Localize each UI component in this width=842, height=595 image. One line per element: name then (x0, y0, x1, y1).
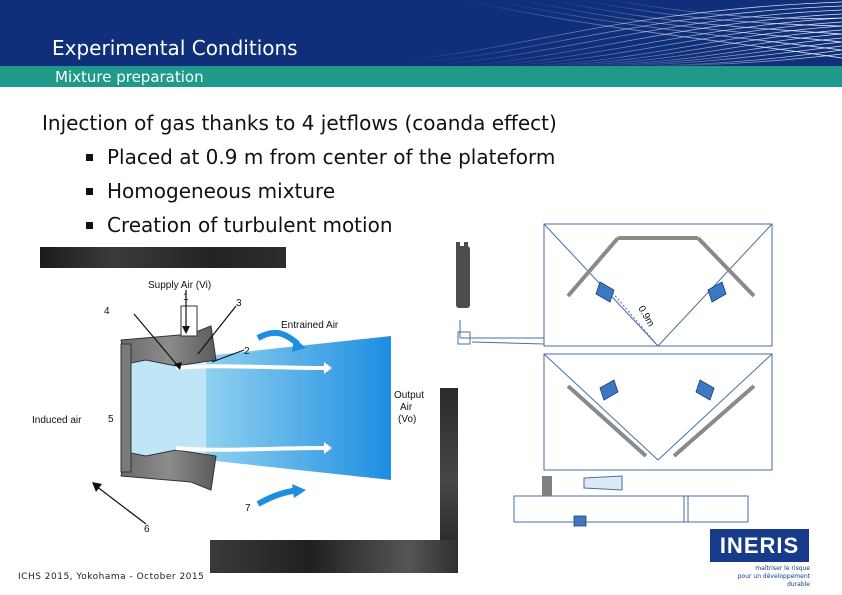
square-bullet-icon (86, 154, 93, 161)
slide-header (0, 0, 842, 66)
plan-bottom-room (544, 354, 772, 470)
nozzle-inlet-rim (121, 344, 131, 472)
callout-number: 5 (108, 414, 114, 425)
output-jet-plume (206, 336, 391, 480)
pipe-bench (514, 496, 748, 522)
coanda-nozzle-diagram (26, 268, 440, 540)
callout-number: 3 (236, 298, 242, 309)
logo-tagline (718, 565, 810, 589)
square-bullet-icon (86, 222, 93, 229)
gas-source-marker (574, 516, 586, 526)
induced-air-arrow-bottom (258, 490, 298, 504)
coanda-jet-bottom (176, 448, 324, 450)
callout-number: 1 (183, 292, 189, 303)
callout-number: 6 (144, 524, 150, 535)
supply-air-label: Supply Air (Vi) (148, 280, 212, 291)
slide-title: Experimental Conditions (52, 36, 298, 60)
logo-text: INERIS (719, 533, 800, 558)
photo-background-top (40, 247, 286, 269)
bullet-text: Creation of turbulent motion (107, 213, 393, 237)
callout-number: 4 (104, 306, 110, 317)
slide-subtitle: Mixture preparation (55, 68, 204, 86)
experimental-layout-plan (438, 220, 778, 530)
coanda-nozzle-marker (696, 380, 714, 400)
main-point: Injection of gas thanks to 4 jetflows (coanda effect) (42, 111, 557, 135)
nozzle-body-top (121, 326, 216, 366)
supply-port (181, 306, 197, 336)
output-air-label-2: Air (400, 402, 413, 413)
square-bullet-icon (86, 188, 93, 195)
output-air-label-3: (Vo) (398, 414, 417, 425)
photo-background-bottom (210, 540, 458, 573)
bullet-text: Homogeneous mixture (107, 179, 336, 203)
callout-number: 2 (244, 346, 250, 357)
coanda-nozzle-marker (596, 282, 614, 302)
gas-cylinder (456, 246, 470, 308)
tagline-line-2: pour un développement durable (737, 573, 810, 588)
ineris-logo (710, 529, 809, 562)
bullet-item (86, 140, 557, 174)
nozzle-body-bottom (121, 450, 216, 490)
jet-cone (584, 476, 622, 490)
bullet-text: Placed at 0.9 m from center of the plateform (107, 145, 556, 169)
header-wave-pattern (402, 0, 842, 66)
slide-subheader (0, 66, 842, 87)
coanda-nozzle-marker (708, 282, 726, 302)
callout-number: 7 (245, 503, 251, 514)
footer-conference: ICHS 2015, Yokohama - October 2015 (18, 572, 205, 582)
tagline-line-1: maîtriser le risque (755, 565, 810, 572)
distance-label: 0.9m (635, 304, 657, 329)
entrained-air-arrow (258, 333, 298, 344)
induced-air-label: Induced air (32, 415, 82, 426)
coanda-jet-top (176, 366, 324, 368)
bullet-item (86, 174, 557, 208)
output-air-label-1: Output (394, 390, 425, 401)
entrained-air-label: Entrained Air (281, 320, 339, 331)
coanda-nozzle-marker (600, 380, 618, 400)
